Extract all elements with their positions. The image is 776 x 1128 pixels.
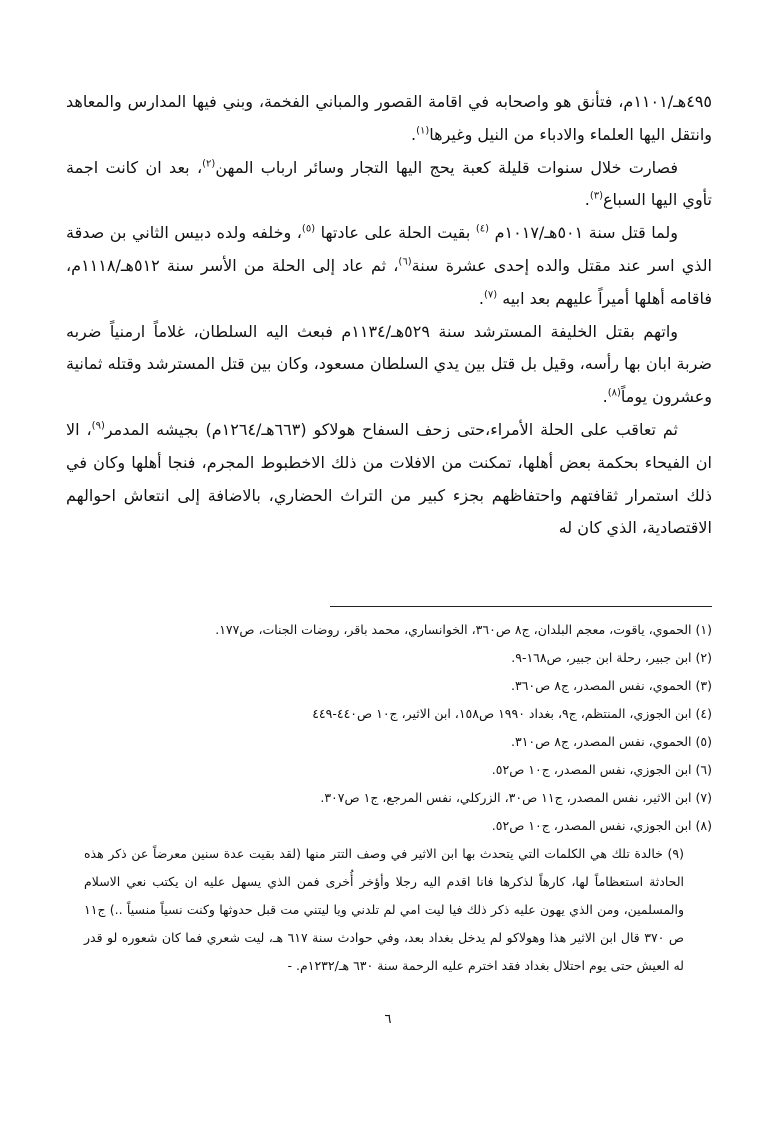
footnote: (١) الحموي، ياقوت، معجم البلدان، ج٨ ص٣٦٠، الخوانساري، محمد باقر، روضات الجنات، ص١٧٧. [215,622,712,637]
text-run: واتهم بقتل الخليفة المسترشد سنة ٥٢٩هـ/١١٣٤م فبعث اليه السلطان، غلاماً ارمنياً ضربه ضربة ابان بها رأسه، وقيل بل قتل بين يدي السلطان مسعود، وكان بين قتل المسترشد وقتله ثمانية وعشرون يوماً [66,321,712,407]
paragraph [66,86,712,152]
footnote: (٥) الحموي، نفس المصدر، ج٨ ص٣١٠. [511,734,712,749]
text-run: . [584,190,590,210]
footnote-9-marker: (٩) [667,846,684,861]
footnote-9 [84,840,712,980]
paragraph [66,152,712,218]
text-run: ، الا ان الفيحاء بحكمة بعض أهلها، تمكنت من الافلات من ذلك الاخطبوط المجرم، فنجا أهلها وكان في ذلك استمرار ثقافتهم واحتفاظهم بجزء كبير من التراث الحضاري، بالاضافة إلى انتعاش احوالهم الاقتصادية، الذي كان له [66,419,712,538]
text-run: ، وخلفه ولده دبيس الثاني بن صدقة الذي اسر عند مقتل والده إحدى عشرة سنة [66,223,712,275]
text-run: . [478,288,484,308]
footnote-divider [330,606,712,607]
footnote-ref: (٤) [475,223,490,235]
footnote: (٧) ابن الاثير، نفس المصدر، ج١١ ص٣٠، الزركلي، نفس المرجع، ج١ ص٣٠٧. [320,790,712,805]
text-run: ثم تعاقب على الحلة الأمراء،حتى زحف السفاح هولاكو (٦٦٣هـ/١٢٦٤م) بجيشه المدمر [104,419,679,439]
footnote: (٤) ابن الجوزي، المنتظم، ج٩، بغداد ١٩٩٠ ص١٥٨، ابن الاثير، ج١٠ ص٤٤٠-٤٤٩ [312,706,712,721]
body-text [66,86,712,545]
text-run: بقيت الحلة على عادتها [315,223,476,243]
footnote-ref: (١) [416,125,430,137]
footnote-ref: (٣) [589,191,603,203]
paragraph [66,217,712,315]
text-run: . [602,387,608,407]
footnote-ref: (٨) [607,387,621,399]
footnote-ref: (٦) [398,256,412,268]
footnote-ref: (٥) [301,223,316,235]
text-run: ، بعد ان كانت اجمة تأوي اليها السباع [66,157,712,210]
paragraph [66,316,712,414]
footnote: (٣) الحموي، نفس المصدر، ج٨ ص٣٦٠. [511,678,712,693]
text-run: ٤٩٥هـ/١١٠١م، فتأنق هو واصحابه في اقامة القصور والمباني الفخمة، وبني فيها المدارس والمعاهد وانتقل اليها العلماء والادباء من النيل وغيرها [66,92,712,144]
footnote-ref: (٧) [483,289,498,301]
footnote: (٦) ابن الجوزي، نفس المصدر، ج١٠ ص٥٢. [491,762,712,777]
footnote: (٢) ابن جبير، رحلة ابن جبير، ص١٦٨-٩. [511,650,712,665]
footnote-ref: (٩) [91,420,105,432]
text-run: . [410,124,417,144]
text-run: فصارت خلال سنوات قليلة كعبة يحج اليها التجار وسائر ارباب المهن [215,157,678,177]
footnotes [84,616,712,980]
footnote: (٨) ابن الجوزي، نفس المصدر، ج١٠ ص٥٢. [491,818,712,833]
paragraph [66,414,712,545]
footnote-ref: (٢) [202,158,216,170]
page-number: ٦ [384,1012,392,1027]
text-run: ولما قتل سنة ٥٠١هـ/١٠١٧م [489,223,679,243]
footnote-9-text: خالدة تلك هي الكلمات التي يتحدث بها ابن الاثير في وصف التتر منها (لقد بقيت عدة سنين معرضاً عن ذكر هذه الحادثة استعظاماً لها، كارهاً لذكرها فانا اقدم اليه رجلا وأؤخر أُخرى فمن الذي يسهل عليه ان يكتب نعي الاسلام والمسلمين، ومن الذي يهون عليه ذكر ذلك فيا ليت امي لم تلدني ويا ليتني مت قبل حدوثها وكنت نسياً منسياً ..) ج١١ ص ٣٧٠ قال ابن الاثير هذا وهولاكو لم يدخل بغداد بعد، وفي حوادث سنة ٦١٧ هـ، ليت شعري فما كان شعوره لو قدر له العيش حتى يوم احتلال بغداد فقد اخترم عليه الرحمة سنة ٦٣٠ هـ/١٢٣٢م. - [84,846,685,973]
text-run: ، ثم عاد إلى الحلة من الأسر سنة ٥١٢هـ/١١١٨م، فاقامه أهلها أميراً عليهم بعد ابيه [66,255,712,308]
